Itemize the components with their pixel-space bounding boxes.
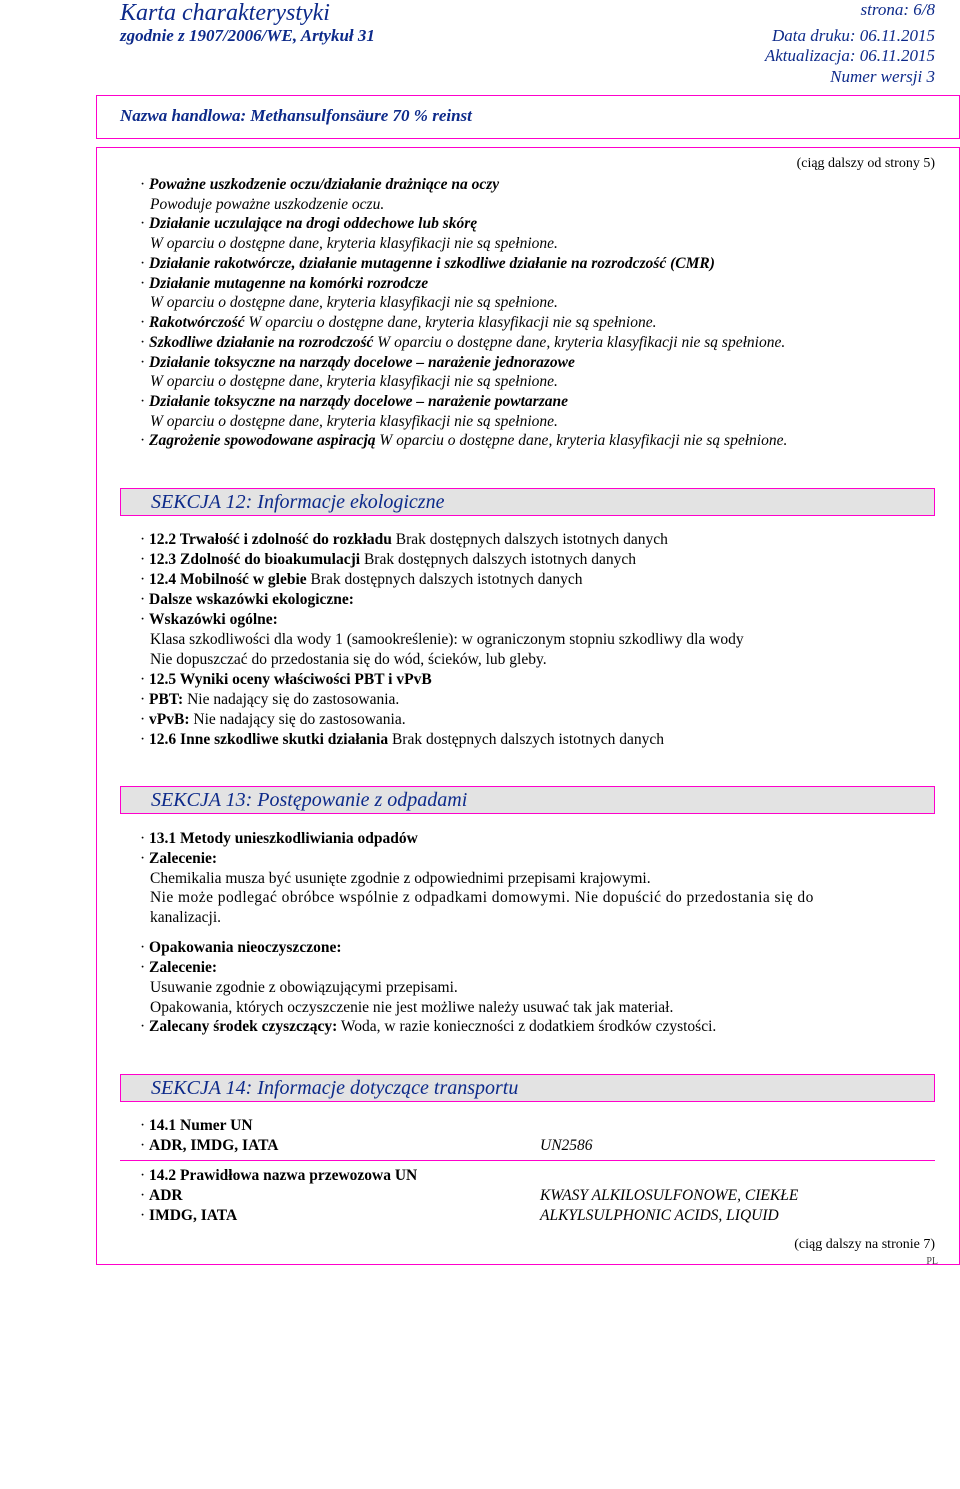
continuation-to: (ciąg dalszy na stronie 7) [794, 1237, 935, 1252]
carcinogenicity-row: · Rakotwórczość W oparciu o dostępne dane, kryteria klasyfikacji nie są spełnione. [140, 314, 657, 331]
stot-single-text: W oparciu o dostępne dane, kryteria klasyfikacji nie są spełnione. [150, 373, 558, 390]
section-14-title: SEKCJA 14: Informacje dotyczące transportu [151, 1077, 519, 1099]
recommendation-1-heading: · Zalecenie: [140, 850, 218, 867]
recommendation-1-line-3: kanalizacji. [150, 909, 221, 926]
section-13-header [120, 786, 935, 814]
document-subtitle: zgodnie z 1907/2006/WE, Artykuł 31 [120, 26, 375, 45]
cleaning-agent-row: · Zalecany środek czyszczący: Woda, w razie konieczności z dodatkiem środków czystości. [140, 1018, 717, 1035]
mutagenicity-text: W oparciu o dostępne dane, kryteria klasyfikacji nie są spełnione. [150, 294, 558, 311]
un-number-label: · ADR, IMDG, IATA [140, 1137, 279, 1154]
section-12-title: SEKCJA 12: Informacje ekologiczne [151, 491, 445, 513]
reproductive-toxicity-row: · Szkodliwe działanie na rozrodczość W oparciu o dostępne dane, kryteria klasyfikacji nie są spełnione. [140, 334, 786, 351]
un-number-value: UN2586 [540, 1137, 593, 1154]
sensitisation-heading: · Działanie uczulające na drogi oddechowe lub skórę [140, 215, 478, 232]
stot-single-heading: · Działanie toksyczne na narządy docelowe – narażenie jednorazowe [140, 354, 575, 371]
section-14-header [120, 1074, 935, 1102]
imdg-iata-value: ALKYLSULPHONIC ACIDS, LIQUID [540, 1207, 779, 1224]
environment-release-note: Nie dopuszczać do przedostania się do wód, ścieków, lub gleby. [150, 651, 547, 668]
document-title: Karta charakterystyki [120, 0, 330, 26]
language-code: PL [926, 1256, 938, 1267]
update-date: Aktualizacja: 06.11.2015 [764, 46, 935, 65]
cmr-heading: · Działanie rakotwórcze, działanie mutagenne i szkodliwe działanie na rozrodczość (CMR) [140, 255, 715, 272]
recommendation-1-line-1: Chemikalia musza być usunięte zgodnie z odpowiednimi przepisami krajowymi. [150, 870, 651, 887]
recommendation-2-line-1: Usuwanie zgodnie z obowiązującymi przepisami. [150, 979, 458, 996]
waste-methods-heading: · 13.1 Metody unieszkodliwiania odpadów [140, 830, 418, 847]
trade-name: Nazwa handlowa: Methansulfonsäure 70 % reinst [120, 106, 472, 125]
vpvb-row: · vPvB: Nie nadający się do zastosowania. [140, 711, 406, 728]
recommendation-1-line-2: Nie może podlegać obróbce wspólnie z odpadkami domowymi. Nie dopuścić do przedostania się do [150, 889, 814, 906]
section-12-header [120, 488, 935, 516]
shipping-name-heading: · 14.2 Prawidłowa nazwa przewozowa UN [140, 1167, 418, 1184]
adr-value: KWASY ALKILOSULFONOWE, CIEKŁE [540, 1187, 799, 1204]
persistence-row: · 12.2 Trwałość i zdolność do rozkładu Brak dostępnych dalszych istotnych danych [140, 531, 668, 548]
section-13-title: SEKCJA 13: Postępowanie z odpadami [151, 789, 468, 811]
further-eco-heading: · Dalsze wskazówki ekologiczne: [140, 591, 354, 608]
continuation-from: (ciąg dalszy od strony 5) [796, 156, 935, 171]
pbt-row: · PBT: Nie nadający się do zastosowania. [140, 691, 400, 708]
eye-damage-text: Powoduje poważne uszkodzenie oczu. [150, 196, 385, 213]
sensitisation-text: W oparciu o dostępne dane, kryteria klasyfikacji nie są spełnione. [150, 235, 558, 252]
un-number-heading: · 14.1 Numer UN [140, 1117, 253, 1134]
version-number: Numer wersji 3 [830, 67, 935, 86]
imdg-iata-label: · IMDG, IATA [140, 1207, 238, 1224]
transport-divider [120, 1160, 935, 1161]
recommendation-2-heading: · Zalecenie: [140, 959, 218, 976]
mutagenicity-heading: · Działanie mutagenne na komórki rozrodcze [140, 275, 429, 292]
stot-repeated-heading: · Działanie toksyczne na narządy docelowe – narażenie powtarzane [140, 393, 568, 410]
print-date: Data druku: 06.11.2015 [771, 26, 935, 45]
bioaccumulation-row: · 12.3 Zdolność do bioakumulacji Brak dostępnych dalszych istotnych danych [140, 551, 636, 568]
stot-repeated-text: W oparciu o dostępne dane, kryteria klasyfikacji nie są spełnione. [150, 413, 558, 430]
mobility-row: · 12.4 Mobilność w glebie Brak dostępnych dalszych istotnych danych [140, 571, 583, 588]
general-notes-heading: · Wskazówki ogólne: [140, 611, 278, 628]
page-number: strona: 6/8 [860, 0, 935, 19]
eye-damage-heading: · Poważne uszkodzenie oczu/działanie drażniące na oczy [140, 176, 500, 193]
aspiration-row: · Zagrożenie spowodowane aspiracją W oparciu o dostępne dane, kryteria klasyfikacji nie są spełnione. [140, 432, 788, 449]
recommendation-2-line-2: Opakowania, których oczyszczenie nie jest możliwe należy usuwać tak jak materiał. [150, 999, 674, 1016]
pbt-assessment-heading: · 12.5 Wyniki oceny właściwości PBT i vPvB [140, 671, 432, 688]
water-hazard-class: Klasa szkodliwości dla wody 1 (samookreślenie): w ograniczonym stopniu szkodliwy dla wody [150, 631, 744, 648]
uncleaned-packaging-heading: · Opakowania nieoczyszczone: [140, 939, 342, 956]
adr-label: · ADR [140, 1187, 183, 1204]
other-effects-row: · 12.6 Inne szkodliwe skutki działania Brak dostępnych dalszych istotnych danych [140, 731, 664, 748]
